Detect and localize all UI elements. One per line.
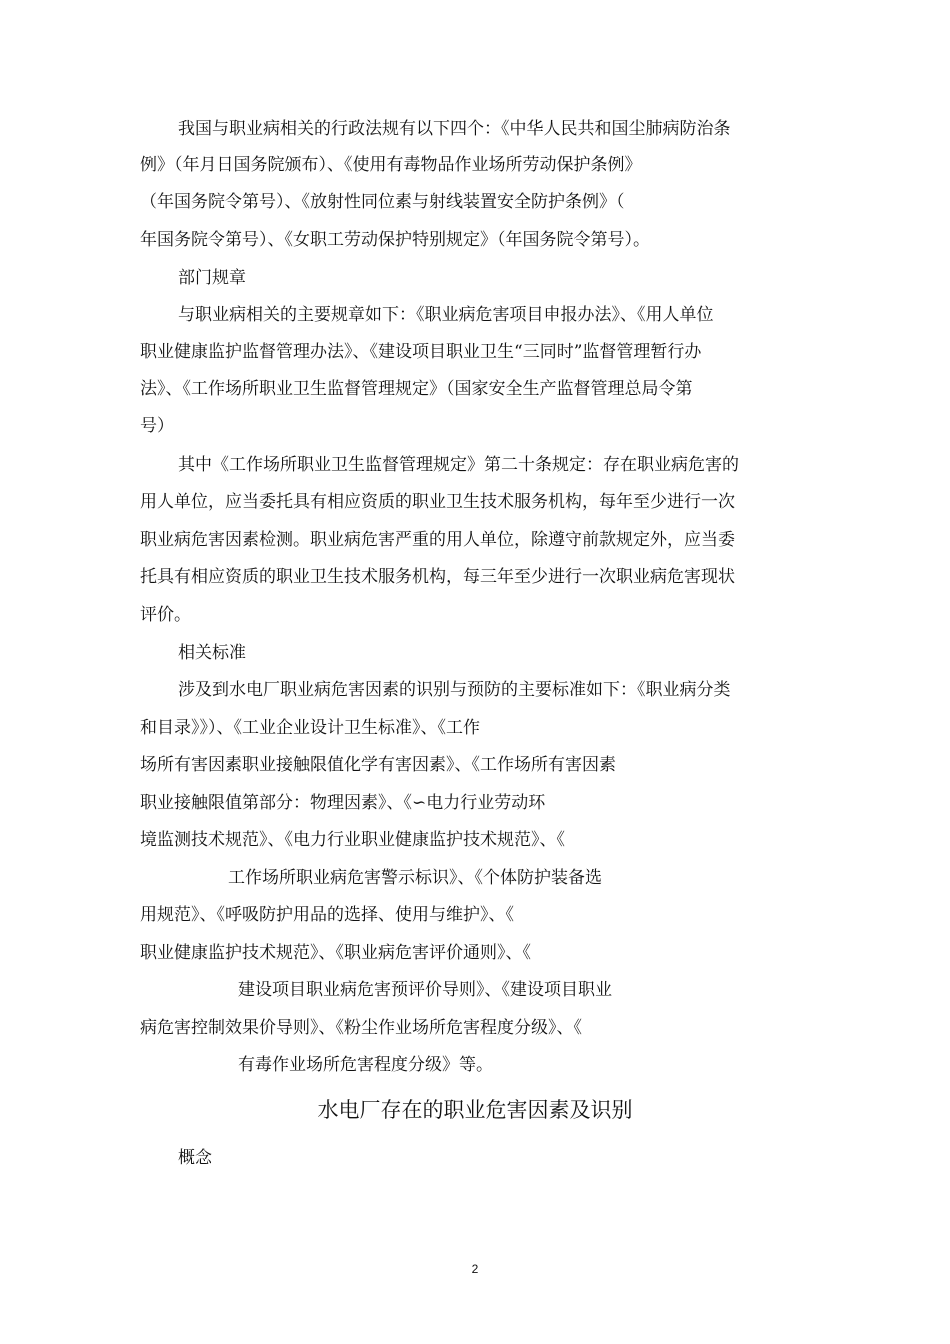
paragraph-line: 例》（年月日国务院颁布）、《使用有毒物品作业场所劳动保护条例》: [140, 155, 642, 175]
paragraph-line: 病危害控制效果价导则》、《粉尘作业场所危害程度分级》、《: [140, 1018, 582, 1038]
paragraph-line: 和目录》》）、《工业企业设计卫生标准》、《工作: [140, 718, 480, 738]
paragraph-line: 职业健康监护技术规范》、《职业病危害评价通则》、《: [140, 943, 531, 963]
paragraph-line: 年国务院令第号）、《女职工劳动保护特别规定》（年国务院令第号）。: [140, 230, 650, 250]
paragraph-line: 托具有相应资质的职业卫生技术服务机构，每三年至少进行一次职业病危害现状: [140, 567, 735, 587]
paragraph-line: 与职业病相关的主要规章如下：《职业病危害项目申报办法》、《用人单位: [178, 305, 714, 325]
paragraph-line: 境监测技术规范》、《电力行业职业健康监护技术规范》、《: [140, 830, 565, 850]
paragraph-line: 我国与职业病相关的行政法规有以下四个：《中华人民共和国尘肺病防治条: [178, 119, 731, 139]
paragraph-line: 建设项目职业病危害预评价导则》、《建设项目职业: [238, 980, 612, 1000]
paragraph-line: 用规范》、《呼吸防护用品的选择、使用与维护》、《: [140, 905, 514, 925]
section-heading: 水电厂存在的职业危害因素及识别: [317, 1098, 633, 1122]
paragraph-line: 有毒作业场所危害程度分级》等。: [238, 1055, 493, 1075]
section-label: 部门规章: [178, 268, 246, 288]
paragraph-line: 法》、《工作场所职业卫生监督管理规定》（国家安全生产监督管理总局令第: [140, 379, 693, 399]
paragraph-line: 工作场所职业病危害警示标识》、《个体防护装备选: [228, 868, 602, 888]
paragraph-line: 场所有害因素职业接触限值化学有害因素》、《工作场所有害因素: [140, 755, 616, 775]
paragraph-line: 号）: [140, 416, 174, 436]
paragraph-line: 职业健康监护监督管理办法》、《建设项目职业卫生“三同时”监督管理暂行办: [140, 342, 702, 362]
section-label: 概念: [178, 1148, 212, 1168]
paragraph-line: 其中《工作场所职业卫生监督管理规定》第二十条规定：存在职业病危害的: [178, 455, 739, 475]
paragraph-line: 职业接触限值第部分：物理因素》、《∽电力行业劳动环: [140, 793, 546, 813]
page-number: 2: [471, 1262, 479, 1276]
paragraph-line: 用人单位，应当委托具有相应资质的职业卫生技术服务机构，每年至少进行一次: [140, 492, 735, 512]
paragraph-line: 职业病危害因素检测。职业病危害严重的用人单位，除遵守前款规定外，应当委: [140, 530, 735, 550]
section-label: 相关标准: [178, 643, 246, 663]
paragraph-line: 评价。: [140, 605, 191, 625]
paragraph-line: （年国务院令第号）、《放射性同位素与射线装置安全防护条例》（: [140, 192, 625, 212]
paragraph-line: 涉及到水电厂职业病危害因素的识别与预防的主要标准如下：《职业病分类: [178, 680, 731, 700]
